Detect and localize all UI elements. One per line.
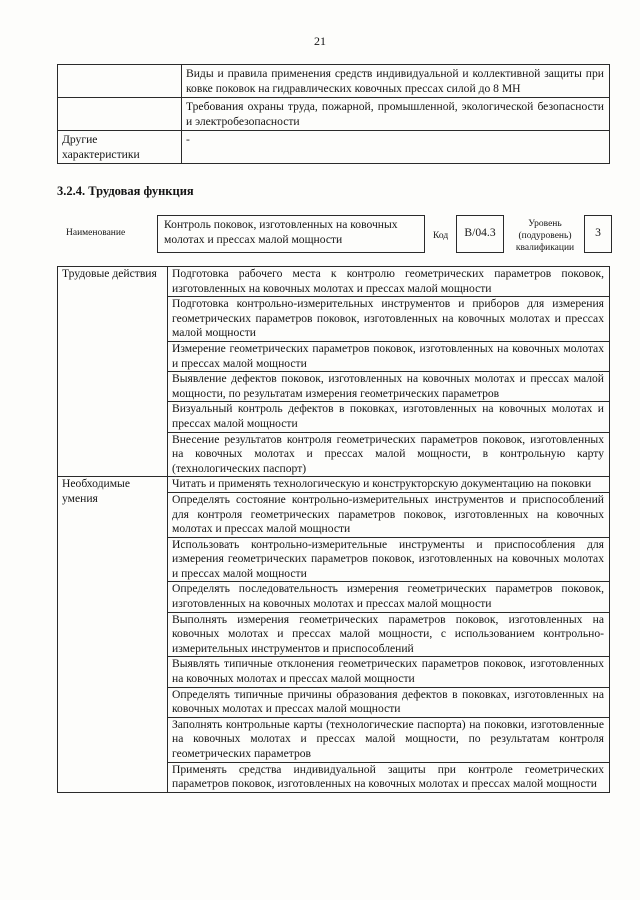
main-table (57, 266, 610, 793)
level-value: 3 (595, 226, 601, 239)
level-label: Уровень (подуровень) квалификации (515, 219, 575, 253)
labor-actions-label: Трудовые действия (58, 267, 168, 477)
list-item: Выполнять измерения геометрических параметров поковок, изготовленных на ковочных молотах и прессах малой мощности, с использованием контрольно-измерительных инструментов и приспособлений (168, 612, 610, 657)
list-item: Выявлять типичные отклонения геометрических параметров поковок, изготовленных на ковочных молотах и прессах малой мощности (168, 657, 610, 687)
row-text: Требования охраны труда, пожарной, промышленной, экологической безопасности и электробезопасности (182, 98, 610, 131)
table-row (58, 131, 610, 164)
list-item: Визуальный контроль дефектов в поковках, изготовленных на ковочных молотах и прессах малой мощности (168, 402, 610, 432)
list-item: Выявление дефектов поковок, изготовленных на ковочных молотах и прессах малой мощности, по результатам измерения геометрических параметров (168, 372, 610, 402)
name-label: Наименование (66, 228, 126, 238)
row-text: - (182, 131, 610, 164)
list-item: Применять средства индивидуальной защиты при контроле геометрических параметров поковок, изготовленных на ковочных молотах и прессах малой мощности (168, 762, 610, 792)
list-item: Заполнять контрольные карты (технологические паспорта) на поковки, изготовленные на ковочных молотах и прессах малой мощности, по результатам контроля геометрических параметров (168, 717, 610, 762)
list-item: Подготовка контрольно-измерительных инструментов и приборов для измерения геометрических параметров поковок, изготовленных на ковочных молотах и прессах малой мощности (168, 297, 610, 342)
list-item: Определять типичные причины образования дефектов в поковках, изготовленных на ковочных молотах и прессах малой мощности (168, 687, 610, 717)
section-title: 3.2.4. Трудовая функция (57, 184, 194, 198)
list-item: Определять состояние контрольно-измерительных инструментов и приспособлений для контроля геометрических параметров поковок, изготовленных на ковочных молотах и прессах малой мощности (168, 492, 610, 537)
list-item: Читать и применять технологическую и конструкторскую документацию на поковки (168, 477, 610, 493)
skills-label: Необходимые умения (58, 477, 168, 792)
code-value: B/04.3 (464, 226, 496, 239)
row-text: Виды и правила применения средств индивидуальной и коллективной защиты при ковке поковок на гидравлических ковочных прессах силой до 8 МН (182, 65, 610, 98)
table-row (58, 98, 610, 131)
top-table (57, 64, 610, 164)
list-item: Использовать контрольно-измерительные инструменты и приспособления для измерения геометрических параметров поковок, изготовленных на ковочных молотах и прессах малой мощности (168, 537, 610, 582)
page-number: 21 (314, 34, 326, 48)
level-value-box (584, 215, 612, 253)
row-label: Другие характеристики (58, 131, 182, 164)
table-row (58, 267, 610, 297)
code-value-box (456, 215, 504, 253)
table-row (58, 65, 610, 98)
name-value: Контроль поковок, изготовленных на ковочных молотах и прессах малой мощности (164, 218, 398, 246)
code-label: Код (433, 231, 449, 241)
list-item: Подготовка рабочего места к контролю геометрических параметров поковок, изготовленных на ковочных молотах и прессах малой мощности (168, 267, 610, 297)
row-label (58, 98, 182, 131)
list-item: Измерение геометрических параметров поковок, изготовленных на ковочных молотах и прессах малой мощности (168, 341, 610, 371)
row-label (58, 65, 182, 98)
list-item: Определять последовательность измерения геометрических параметров поковок, изготовленных на ковочных молотах и прессах малой мощности (168, 582, 610, 612)
table-row (58, 477, 610, 493)
name-value-box (157, 215, 425, 253)
list-item: Внесение результатов контроля геометрических параметров поковок, изготовленных на ковочных молотах и прессах малой мощности, в контрольную карту (технологических паспорт) (168, 432, 610, 477)
